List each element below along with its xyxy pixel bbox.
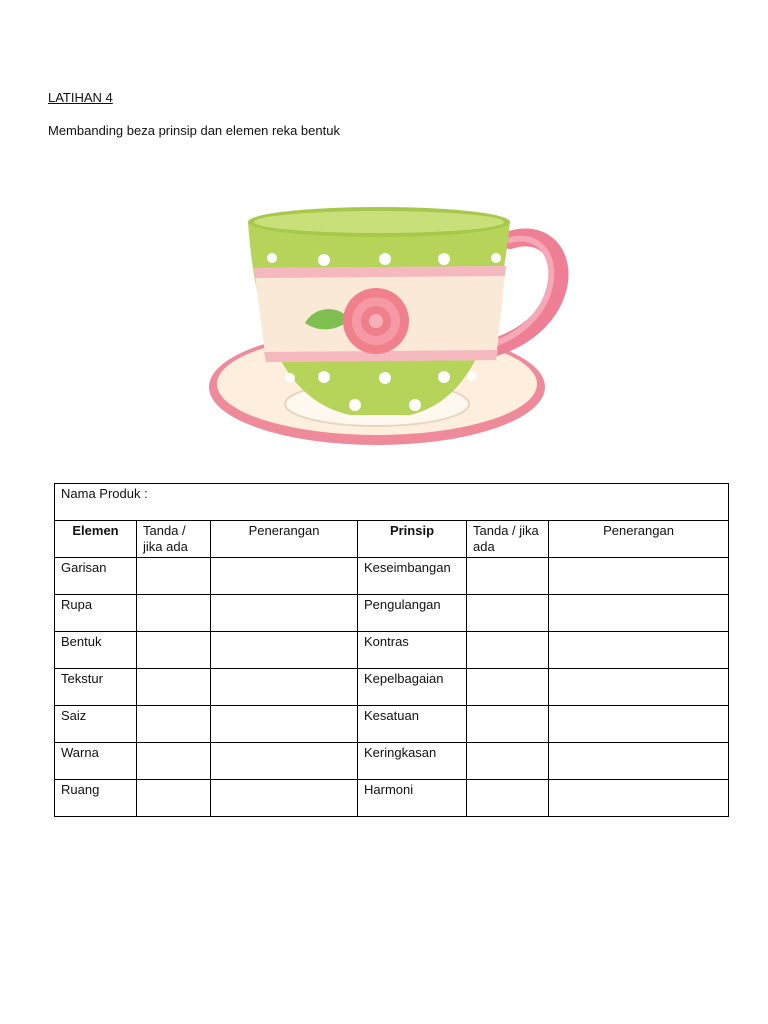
product-name-cell[interactable] xyxy=(55,484,729,521)
cup-rim-inner xyxy=(254,211,504,233)
prinsip-cell: Harmoni xyxy=(358,780,467,817)
penerangan-prinsip-cell[interactable] xyxy=(549,743,729,780)
prinsip-cell: Keringkasan xyxy=(358,743,467,780)
exercise-subtitle: Membanding beza prinsip dan elemen reka bentuk xyxy=(48,123,340,138)
tanda-prinsip-cell[interactable] xyxy=(467,558,549,595)
tanda-elemen-cell[interactable] xyxy=(137,669,211,706)
elemen-cell: Tekstur xyxy=(55,669,137,706)
penerangan-elemen-cell[interactable] xyxy=(211,558,358,595)
table-row xyxy=(55,743,729,780)
tanda-prinsip-cell[interactable] xyxy=(467,632,549,669)
tanda-prinsip-cell[interactable] xyxy=(467,595,549,632)
prinsip-cell: Kepelbagaian xyxy=(358,669,467,706)
header-row xyxy=(55,521,729,558)
elemen-cell: Rupa xyxy=(55,595,137,632)
header-elemen: Elemen xyxy=(55,521,137,558)
penerangan-elemen-cell[interactable] xyxy=(211,706,358,743)
table-row xyxy=(55,595,729,632)
header-prinsip: Prinsip xyxy=(358,521,467,558)
table-row xyxy=(55,558,729,595)
comparison-table xyxy=(54,483,729,817)
elemen-cell: Garisan xyxy=(55,558,137,595)
penerangan-elemen-cell[interactable] xyxy=(211,595,358,632)
penerangan-prinsip-cell[interactable] xyxy=(549,632,729,669)
header-tanda-elemen: Tanda / jika ada xyxy=(137,521,211,558)
tanda-prinsip-cell[interactable] xyxy=(467,706,549,743)
product-name-row xyxy=(55,484,729,521)
penerangan-prinsip-cell[interactable] xyxy=(549,706,729,743)
tanda-elemen-cell[interactable] xyxy=(137,780,211,817)
table-row xyxy=(55,632,729,669)
tanda-elemen-cell[interactable] xyxy=(137,558,211,595)
penerangan-prinsip-cell[interactable] xyxy=(549,558,729,595)
cup-band-stripe-top xyxy=(254,266,506,278)
elemen-cell: Ruang xyxy=(55,780,137,817)
tanda-elemen-cell[interactable] xyxy=(137,743,211,780)
tanda-elemen-cell[interactable] xyxy=(137,595,211,632)
tanda-prinsip-cell[interactable] xyxy=(467,743,549,780)
product-name-label: Nama Produk : xyxy=(61,486,148,501)
teacup-illustration xyxy=(200,200,580,460)
exercise-heading: LATIHAN 4 xyxy=(48,90,113,105)
tanda-prinsip-cell[interactable] xyxy=(467,669,549,706)
tanda-elemen-cell[interactable] xyxy=(137,632,211,669)
penerangan-prinsip-cell[interactable] xyxy=(549,669,729,706)
penerangan-elemen-cell[interactable] xyxy=(211,780,358,817)
rose-center xyxy=(369,314,383,328)
elemen-cell: Saiz xyxy=(55,706,137,743)
prinsip-cell: Kontras xyxy=(358,632,467,669)
elemen-cell: Bentuk xyxy=(55,632,137,669)
penerangan-elemen-cell[interactable] xyxy=(211,743,358,780)
header-penerangan-prinsip: Penerangan xyxy=(549,521,729,558)
header-penerangan-elemen: Penerangan xyxy=(211,521,358,558)
prinsip-cell: Keseimbangan xyxy=(358,558,467,595)
prinsip-cell: Kesatuan xyxy=(358,706,467,743)
header-tanda-prinsip: Tanda / jika ada xyxy=(467,521,549,558)
elemen-cell: Warna xyxy=(55,743,137,780)
tanda-elemen-cell[interactable] xyxy=(137,706,211,743)
prinsip-cell: Pengulangan xyxy=(358,595,467,632)
table-row xyxy=(55,706,729,743)
penerangan-prinsip-cell[interactable] xyxy=(549,780,729,817)
penerangan-prinsip-cell[interactable] xyxy=(549,595,729,632)
table-row xyxy=(55,780,729,817)
penerangan-elemen-cell[interactable] xyxy=(211,632,358,669)
tanda-prinsip-cell[interactable] xyxy=(467,780,549,817)
penerangan-elemen-cell[interactable] xyxy=(211,669,358,706)
table-row xyxy=(55,669,729,706)
